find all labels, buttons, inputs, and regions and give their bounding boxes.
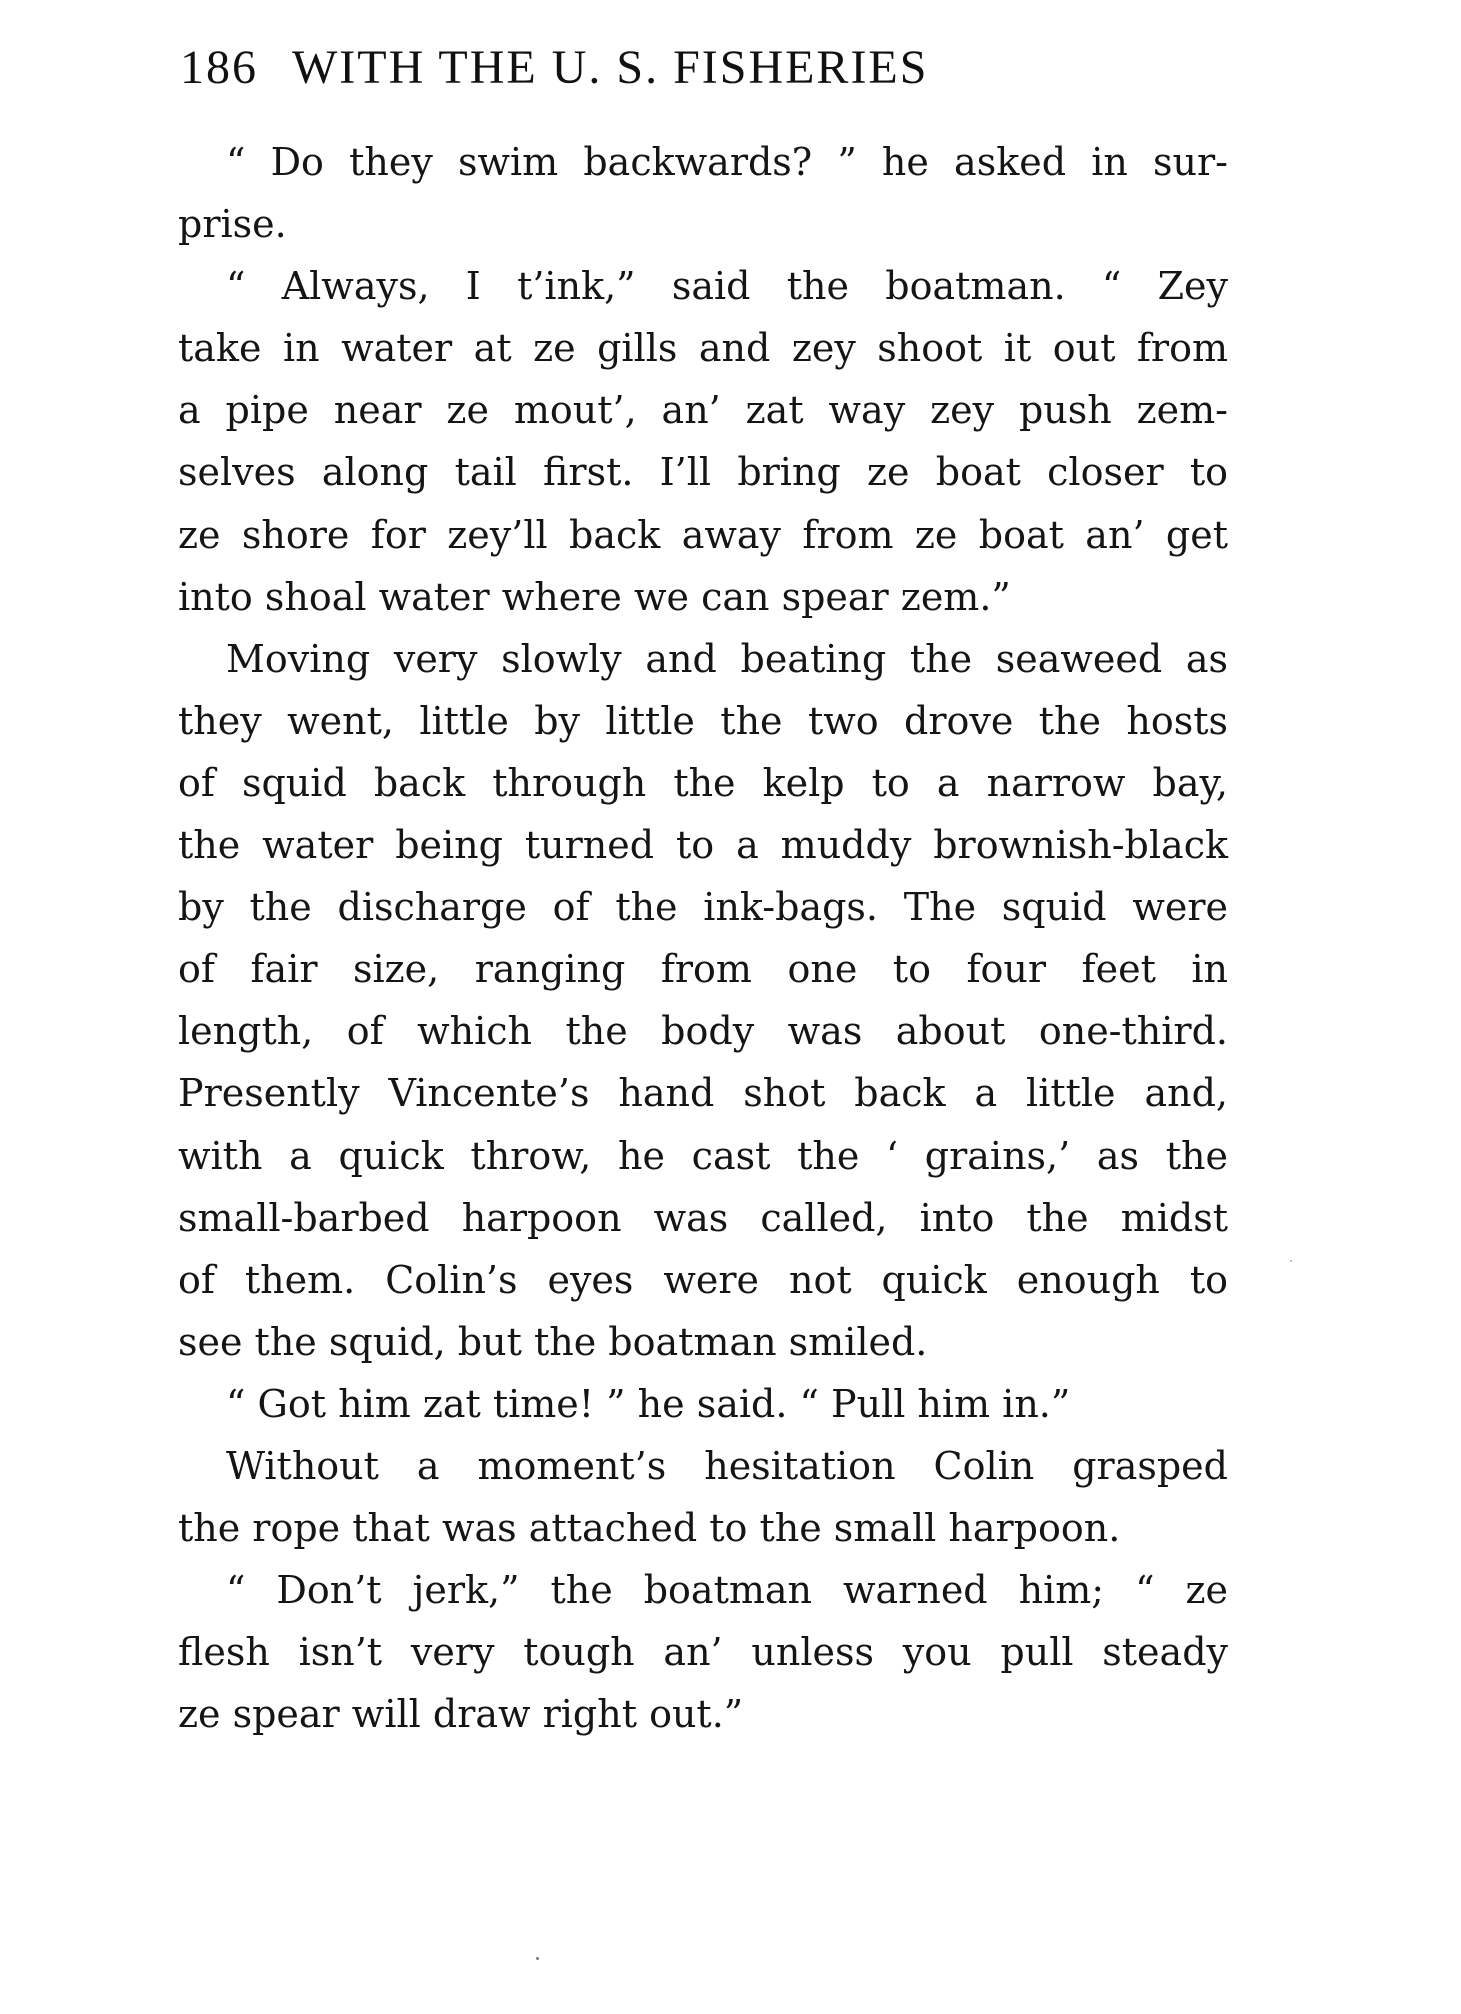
text-line: see the squid, but the boatman smiled. [178, 1319, 928, 1364]
text-line: “ Don’t jerk,” the boatman warned him; “ ze [226, 1568, 1228, 1613]
text-line: Without a moment’s hesitation Colin grasped [226, 1443, 1228, 1488]
text-line: by the discharge of the ink-bags. The squid were [178, 885, 1228, 930]
text-line: small-barbed harpoon was called, into the midst [178, 1195, 1228, 1240]
text-line: “ Always, I t’ink,” said the boatman. “ Zey [226, 264, 1228, 309]
body-text [178, 131, 1228, 1745]
text-line: length, of which the body was about one-third. [178, 1009, 1228, 1054]
paper-speck [1290, 1260, 1292, 1262]
text-line: take in water at ze gills and zey shoot it out from [178, 326, 1228, 371]
text-line: of them. Colin’s eyes were not quick enough to [178, 1257, 1228, 1302]
text-line: of squid back through the kelp to a narrow bay, [178, 760, 1228, 805]
text-line: flesh isn’t very tough an’ unless you pull steady [178, 1630, 1228, 1675]
text-line: selves along tail first. I’ll bring ze boat closer to [178, 450, 1228, 495]
text-line: “ Do they swim backwards? ” he asked in sur- [226, 140, 1228, 184]
text-line: into shoal water where we can spear zem.” [178, 574, 1011, 619]
text-line: “ Got him zat time! ” he said. “ Pull him in.” [226, 1381, 1071, 1426]
text-line: of fair size, ranging from one to four feet in [178, 947, 1228, 992]
text-line: Presently Vincente’s hand shot back a little and, [178, 1071, 1228, 1116]
paper-speck [536, 1957, 539, 1960]
running-head [180, 40, 1180, 100]
text-line: with a quick throw, he cast the ‘ grains,’ as the [178, 1133, 1228, 1178]
text-line: ze shore for zey’ll back away from ze boat an’ get [178, 512, 1228, 557]
text-line: prise. [178, 202, 287, 247]
text-line: the water being turned to a muddy brownish-black [178, 823, 1228, 868]
text-line: they went, little by little the two drove the hosts [178, 698, 1228, 743]
running-title: WITH THE U. S. FISHERIES [292, 41, 929, 94]
text-line: ze spear will draw right out.” [178, 1692, 744, 1737]
text-line: Moving very slowly and beating the seaweed as [226, 636, 1228, 681]
page-number: 186 [180, 41, 258, 94]
text-line: a pipe near ze mout’, an’ zat way zey push zem- [178, 388, 1228, 433]
text-line: the rope that was attached to the small harpoon. [178, 1506, 1121, 1551]
